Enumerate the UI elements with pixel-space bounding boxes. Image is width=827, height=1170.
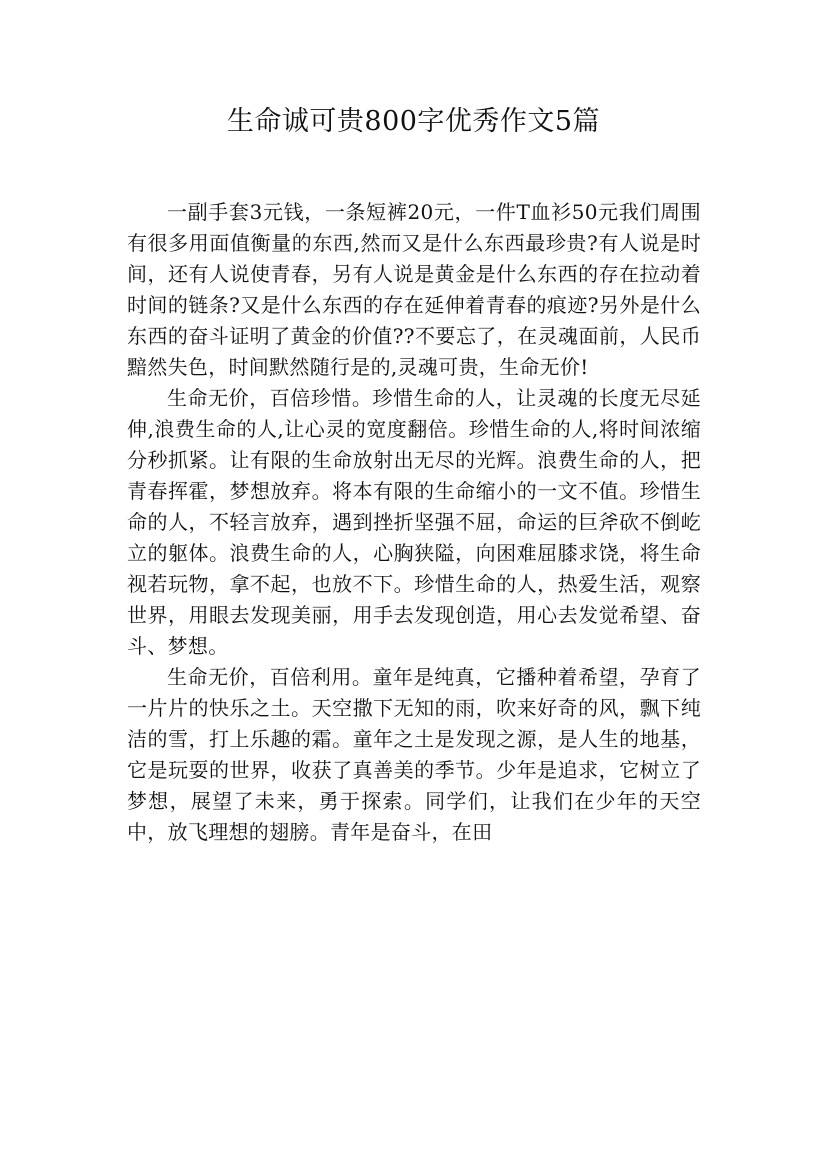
document-title: 生命诚可贵800字优秀作文5篇	[226, 106, 601, 137]
document-body	[127, 197, 701, 848]
paragraph-2: 生命无价，百倍珍惜。珍惜生命的人，让灵魂的长度无尽延伸,浪费生命的人,让心灵的宽度翻倍。珍惜生命的人,将时间浓缩分秒抓紧。让有限的生命放射出无尽的光辉。浪费生命的人，把青春挥霍，梦想放弃。将本有限的生命缩小的一文不值。珍惜生命的人，不轻言放弃，遇到挫折坚强不屈，命运的巨斧砍不倒屹立的躯体。浪费生命的人，心胸狭隘，向困难屈膝求饶，将生命视若玩物，拿不起，也放不下。珍惜生命的人，热爱生活，观察世界，用眼去发现美丽，用手去发现创造，用心去发觉希望、奋斗、梦想。	[127, 386, 701, 658]
paragraph-3: 生命无价，百倍利用。童年是纯真，它播种着希望，孕育了一片片的快乐之土。天空撒下无知的雨，吹来好奇的风，飘下纯洁的雪，打上乐趣的霜。童年之土是发现之源，是人生的地基，它是玩耍的世界，收获了真善美的季节。少年是追求，它树立了梦想，展望了未来，勇于探索。同学们，让我们在少年的天空中，放飞理想的翅膀。青年是奋斗，在田	[127, 665, 701, 844]
paragraph-1: 一副手套3元钱，一条短裤20元，一件T血衫50元我们周围有很多用面值衡量的东西,然而又是什么东西最珍贵?有人说是时间，还有人说使青春，另有人说是黄金是什么东西的存在拉动着时间的链条?又是什么东西的存在延伸着青春的痕迹?另外是什么东西的奋斗证明了黄金的价值??不要忘了，在灵魂面前，人民币黯然失色，时间默然随行是的,灵魂可贵，生命无价!	[127, 200, 701, 379]
